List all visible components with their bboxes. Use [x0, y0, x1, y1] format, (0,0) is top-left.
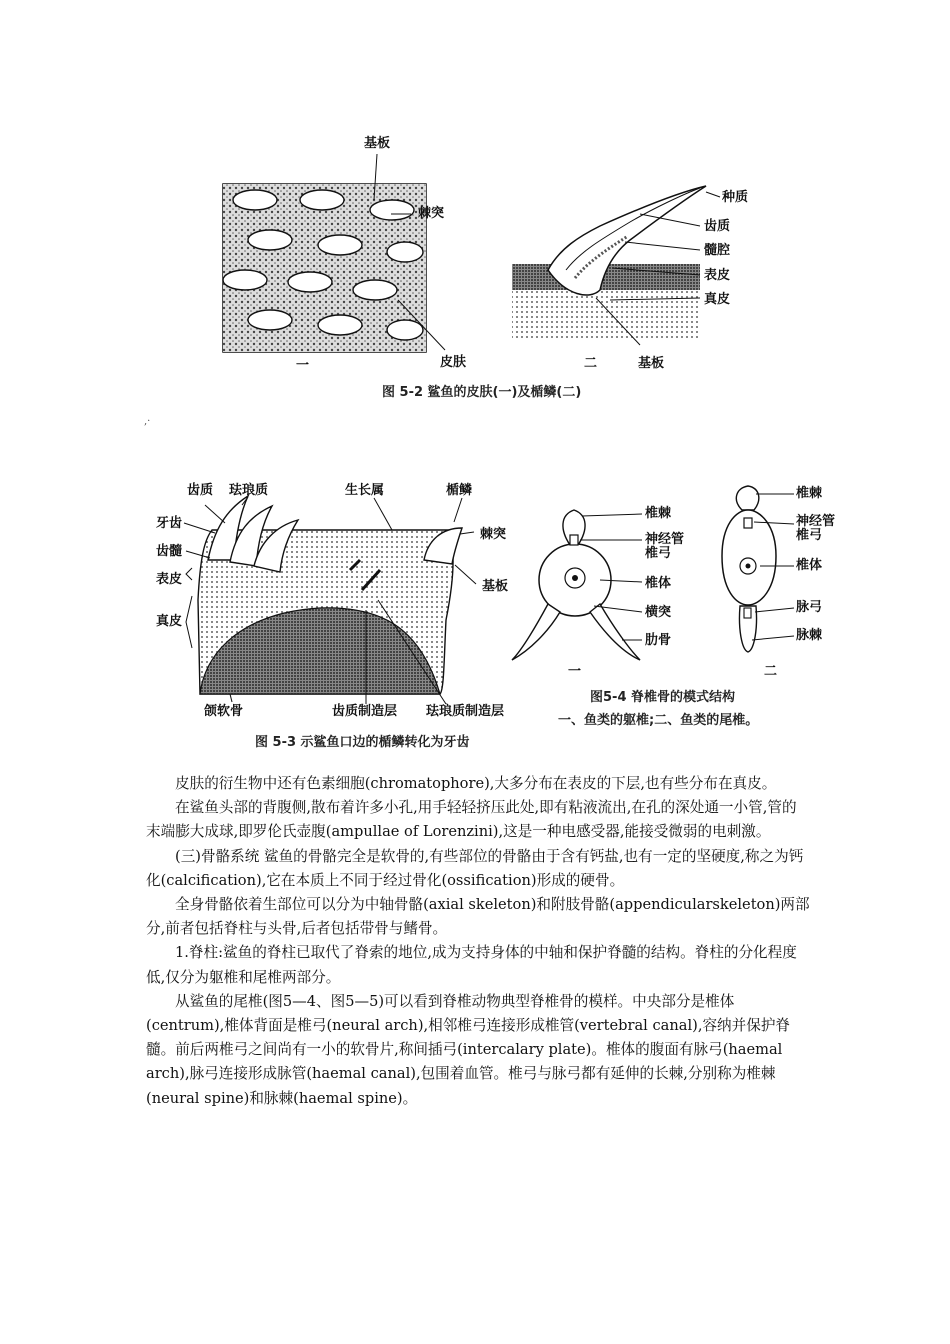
label-left-zhuiji: 椎棘	[645, 506, 672, 521]
label-left-yi: 一	[568, 664, 582, 679]
label-yi: 一	[296, 358, 310, 373]
label-right-zhuigong: 椎弓	[796, 528, 823, 543]
label-jitu: 棘突	[480, 527, 507, 542]
label-zhenpi: 真皮	[156, 614, 183, 629]
label-chisui: 齿髓	[156, 544, 183, 559]
paragraph-skeleton-parts: 全身骨骼依着生部位可以分为中轴骨骼(axial skeleton)和附肢骨骼(appendicularskeleton)两部分,前者包括脊柱与头骨,后者包括带骨与鳍骨。	[146, 896, 810, 938]
label-falangzhi: 珐琅质	[229, 483, 269, 498]
label-chizhi: 齿质	[187, 483, 214, 498]
label-right-maigong: 脉弓	[796, 600, 823, 615]
label-heruangu: 颌软骨	[204, 704, 244, 719]
label-left-zhuiti: 椎体	[645, 576, 672, 591]
label-biaopi: 表皮	[704, 268, 731, 283]
label-left-leigu: 肋骨	[645, 633, 672, 648]
caption-fig-5-3: 图 5-3 示鲨鱼口边的楯鳞转化为牙齿	[255, 735, 470, 750]
paragraph-caudal-vertebra: 从鲨鱼的尾椎(图5—4、图5—5)可以看到脊椎动物典型脊椎骨的模样。中央部分是椎体(centrum),椎体背面是椎弓(neural arch),相邻椎弓连接形成椎管(vertebral canal),容纳并保护脊髓。前后两椎弓之间尚有一小的软骨片,称间插弓(intercalary plate)。椎体的腹面有脉弓(haemal arch),脉弓连接形成脉管(haemal canal),包围着血管。椎弓与脉弓都有延伸的长棘,分别称为椎棘(neural spine)和脉棘(haemal spine)。	[146, 992, 791, 1107]
label-chizhi: 齿质	[704, 219, 731, 234]
label-right-maiji: 脉棘	[796, 628, 823, 643]
paragraph-spine: 1.脊柱:鲨鱼的脊柱已取代了脊索的地位,成为支持身体的中轴和保护脊髓的结构。脊柱的分化程度低,仅分为躯椎和尾椎两部分。	[146, 944, 797, 986]
caption-fig-5-4-title: 图5-4 脊椎骨的模式结构	[590, 690, 736, 705]
label-chizhizhizaoceng: 齿质制造层	[332, 704, 398, 719]
label-zhongzhi: 种质	[722, 190, 749, 205]
body-text	[146, 772, 811, 1111]
label-suiqiang: 髓腔	[704, 243, 731, 258]
label-right-zhuiti: 椎体	[796, 558, 823, 573]
label-right-zhuiji: 椎棘	[796, 486, 823, 501]
label-jitu: 棘突	[418, 206, 445, 221]
label-left-shenjingguan: 神经管	[645, 532, 685, 547]
label-biaopi: 表皮	[156, 572, 183, 587]
label-left-hengtu: 横突	[645, 605, 672, 620]
label-right-er: 二	[764, 664, 778, 679]
label-jiban-bottom: 基板	[638, 356, 665, 371]
label-pifu: 皮肤	[440, 355, 467, 370]
paragraph-lorenzini: 在鲨鱼头部的背腹侧,散布着许多小孔,用手轻轻挤压此处,即有粘液流出,在孔的深处通一小管,管的末端膨大成球,即罗伦氏壶腹(ampullae of Lorenzini),这是一种电感受器,能接受微弱的电刺激。	[146, 799, 797, 841]
label-shengzhangshu: 生长属	[345, 483, 385, 498]
label-falangzhizhizaoceng: 珐琅质制造层	[426, 704, 505, 719]
paragraph-skeleton: (三)骨骼系统 鲨鱼的骨骼完全是软骨的,有些部位的骨骼由于含有钙盐,也有一定的坚硬度,称之为钙化(calcification),它在本质上不同于经过骨化(ossification)形成的硬骨。	[146, 847, 804, 889]
paragraph-chromatophore: 皮肤的衍生物中还有色素细胞(chromatophore),大多分布在表皮的下层,也有些分布在真皮。	[175, 775, 777, 792]
label-jiban-top: 基板	[364, 136, 391, 151]
label-jiban: 基板	[482, 579, 509, 594]
label-right-shenjingguan: 神经管	[796, 514, 836, 529]
label-zhenpi: 真皮	[704, 292, 731, 307]
label-yachi: 牙齿	[156, 516, 183, 531]
caption-fig-5-4-sub: 一、鱼类的躯椎;二、鱼类的尾椎。	[558, 713, 759, 728]
label-er: 二	[584, 356, 598, 371]
label-left-zhuigong: 椎弓	[645, 546, 672, 561]
caption-fig-5-2: 图 5-2 鲨鱼的皮肤(一)及楯鳞(二)	[382, 385, 582, 400]
stray-mark: ,·	[144, 416, 151, 427]
label-dunlin: 楯鳞	[446, 483, 473, 498]
